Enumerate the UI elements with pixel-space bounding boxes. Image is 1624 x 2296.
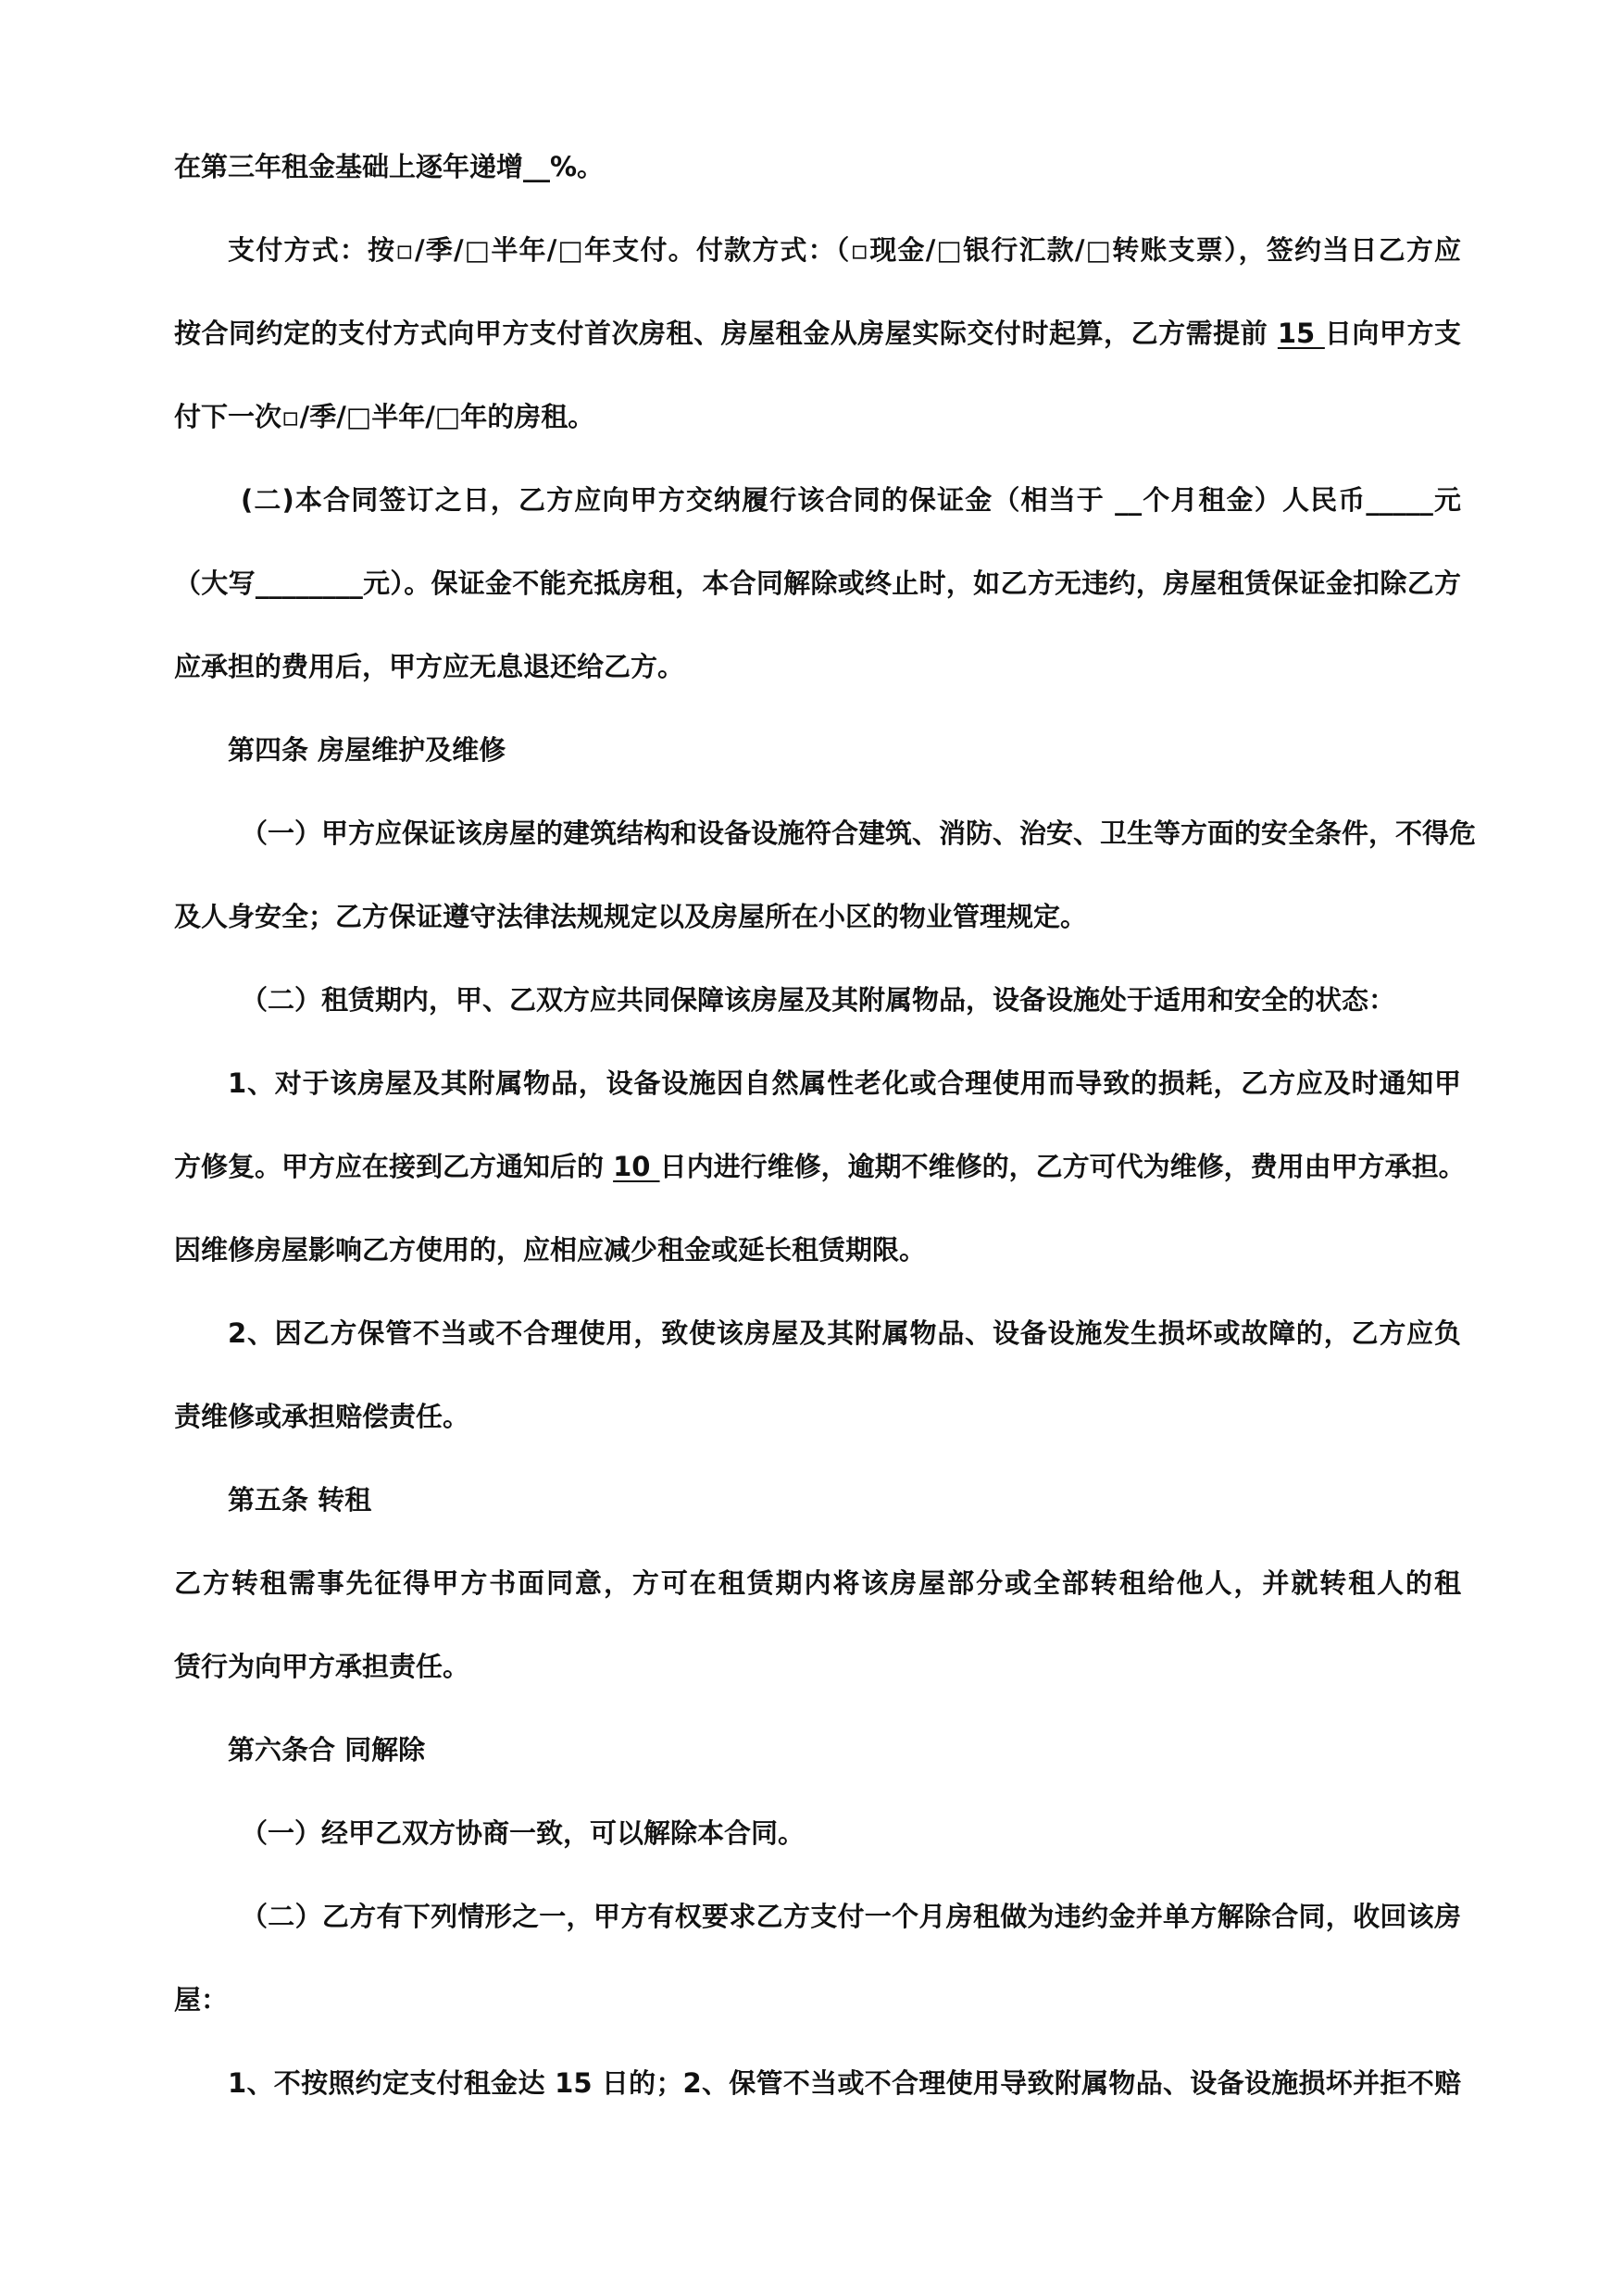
text-line: 在第三年租金基础上逐年递增__%。	[174, 151, 605, 182]
text-line: 屋：	[174, 1984, 229, 2015]
text-line: 2、因乙方保管不当或不合理使用，致使该房屋及其附属物品、设备设施发生损坏或故障的，乙方应负	[228, 1317, 1461, 1349]
text-line: 1、不按照约定支付租金达 15 日的；2、保管不当或不合理使用导致附属物品、设备设施损坏并拒不赔	[228, 2067, 1461, 2099]
text-line: 应承担的费用后，甲方应无息退还给乙方。	[174, 651, 685, 682]
text-line: （二）租赁期内，甲、乙双方应共同保障该房屋及其附属物品，设备设施处于适用和安全的状态：	[241, 984, 1396, 1016]
text-line: （一）甲方应保证该房屋的建筑结构和设备设施符合建筑、消防、治安、卫生等方面的安全条件，不得危	[241, 817, 1477, 849]
text-line: (二)本合同签订之日，乙方应向甲方交纳履行该合同的保证金（相当于 __个月租金）人民币_____元	[241, 484, 1461, 516]
contract-page	[174, 139, 1477, 2139]
text-line: 赁行为向甲方承担责任。	[174, 1651, 470, 1682]
text-line: （一）经甲乙双方协商一致，可以解除本合同。	[241, 1817, 806, 1849]
text-line: 方修复。甲方应在接到乙方通知后的 10 日内进行维修，逾期不维修的，乙方可代为维修，费用由甲方承担。	[174, 1151, 1466, 1182]
section-heading: 第五条 转租	[228, 1484, 372, 1516]
text-line: 责维修或承担赔偿责任。	[174, 1401, 470, 1432]
text-line: 1、对于该房屋及其附属物品，设备设施因自然属性老化或合理使用而导致的损耗，乙方应及时通知甲	[228, 1067, 1461, 1099]
section-heading: 第四条 房屋维护及维修	[228, 734, 506, 766]
section-heading: 第六条合 同解除	[228, 1734, 426, 1766]
text-line: 及人身安全；乙方保证遵守法律法规规定以及房屋所在小区的物业管理规定。	[174, 901, 1088, 932]
text-line: 乙方转租需事先征得甲方书面同意，方可在租赁期内将该房屋部分或全部转租给他人，并就转租人的租	[174, 1567, 1461, 1599]
text-line: 因维修房屋影响乙方使用的，应相应减少租金或延长租赁期限。	[174, 1234, 927, 1266]
text-line: （二）乙方有下列情形之一，甲方有权要求乙方支付一个月房租做为违约金并单方解除合同，收回该房	[241, 1901, 1461, 1932]
text-line: （大写________元）。保证金不能充抵房租，本合同解除或终止时，如乙方无违约，房屋租赁保证金扣除乙方	[174, 568, 1461, 599]
text-line: 支付方式：按▫/季/□半年/□年支付。付款方式：（▫现金/□银行汇款/□转账支票），签约当日乙方应	[228, 234, 1461, 266]
text-line: 付下一次▫/季/□半年/□年的房租。	[174, 401, 595, 432]
text-line: 按合同约定的支付方式向甲方支付首次房租、房屋租金从房屋实际交付时起算，乙方需提前 15 日向甲方支	[174, 318, 1461, 349]
